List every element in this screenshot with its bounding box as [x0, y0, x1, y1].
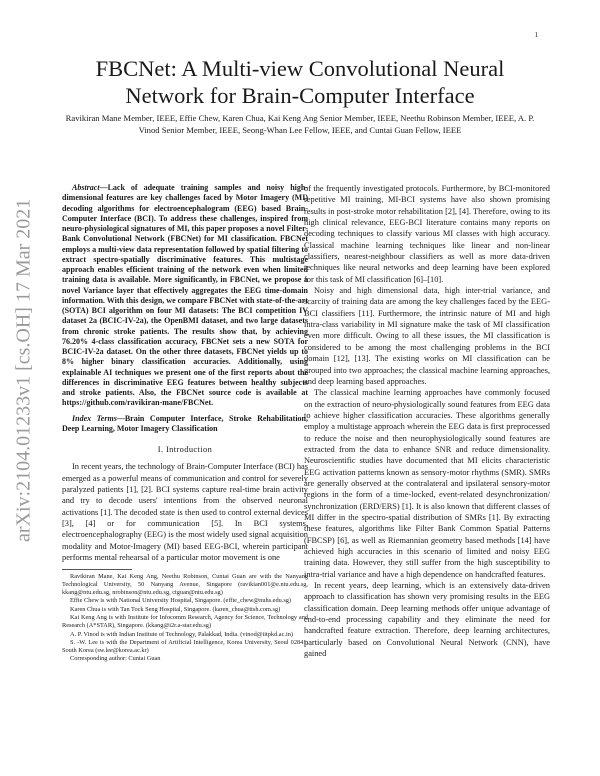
intro-paragraph: In recent years, the technology of Brain-Computer Interface (BCI) has emerged as a powerful means of communication and control for severely paralyzed patients [1], [2]. BCI systems capture real-time brain activity and try to decode users' intentions from the observed neuronal activations [1]. The decoded state is then used to control external devices [3], [4] or for communication [5]. In BCI systems, electroencephalography (EEG) is the most widely used signal acquisition modality and Motor-Imagery (MI) based EEG-BCI, wherein participant performs mental rehearsal of a particular motor movement is one — [62, 462, 308, 563]
body-paragraph: Noisy and high dimensional data, high inter-trial variance, and scarcity of training data are among the key challenges faced by the EEG-BCI classifiers [11]. Furthermore, the intrinsic nature of MI and high intra-class variability in MI signature make the task of MI classification even more difficult. Owing to all these issues, the MI classification is considered to be among the most challenging problems in the BCI domain [12], [13]. The existing works on MI classification can be grouped into two approaches; the classical machine learning approaches, and deep learning based approaches. — [304, 286, 550, 386]
index-terms-text: —Brain Computer Interface, Stroke Rehabilitation, Deep Learning, Motor Imagery Classification — [62, 413, 309, 433]
author-list: Ravikiran Mane Member, IEEE, Effie Chew, Karen Chua, Kai Keng Ang Senior Member, IEEE, Neethu Robinson Member, IEEE, A. P. Vinod Senior Member, IEEE, Seong-Whan Lee Fellow, IEEE, and Cuntai Guan Fellow, IEEE — [65, 113, 535, 135]
footnote: Ravikiran Mane, Kai Keng Ang, Neethu Robinson, Cuntai Guan are with the Nanyang Technological University, 50 Nanyang Avenue, Singapore (ravikian001@e.ntu.edu.sg, kkang@ntu.edu.sg, nrobinson@ntu.edu.sg, ctguan@ntu.edu.sg) — [62, 573, 308, 596]
footnote: Kai Keng Ang is with Institute for Infocomm Research, Agency for Science, Technology and Research (A*STAR), Singapore. (kkang@i2r.a-star.edu.sg) — [62, 614, 308, 629]
body-paragraph: The classical machine learning approaches have commonly focused on the extraction of neuro-physiologically sound features from EEG data to achieve higher classification accuracies. These algorithms generally employ a multistage approach wherein the EEG data is first preprocessed to reduce the noise and then neurophysiologically sound features are extracted from the data to enhance SNR and reduce dimensionality. Neuroscientific studies have documented that MI elicits characteristic EEG activation patterns known as sensory-motor rhythms (SMR). SMRs are generally observed at the contralateral and ipsilateral sensory-motor regions in the form of a time-locked, event-related desynchronization/ synchronization (ERD/ERS) [1]. It is also known that different classes of MI differ in the spectro-spatial distribution of SMRs [1]. By extracting these features, algorithms like Filter Bank Common Spatial Patterns (FBCSP) [6], as well as Riemannian geometry based methods [14] have achieved high accuracies in this scenario of limited and noisy EEG training data. However, they still suffer from the high susceptibility to intra-trial variance and have a high dependence on handcrafted features. — [304, 388, 550, 579]
abstract-text: —Lack of adequate training samples and noisy high-dimensional features are key challenges faced by Motor Imagery (MI) decoding algorithms for electroencephalogram (EEG) based Brain-Computer Interface (BCI). To address these challenges, inspired from neuro-physiological signatures of MI, this paper proposes a novel Filter-Bank Convolutional Network (FBCNet) for MI classification. FBCNet employs a multi-view data representation followed by spatial filtering to extract spectro-spatially discriminative features. This multistage approach enables efficient training of the network even when limited training data is available. More significantly, in FBCNet, we propose a novel Variance layer that effectively aggregates the EEG time-domain information. With this design, we compare FBCNet with state-of-the-art (SOTA) BCI algorithm on four MI datasets: The BCI competition IV dataset 2a (BCIC-IV-2a), the OpenBMI dataset, and two large datasets from chronic stroke patients. The results show that, by achieving 76.20% 4-class classification accuracy, FBCNet sets a new SOTA for BCIC-IV-2a dataset. On the other three datasets, FBCNet yields up to 8% higher binary classification accuracies. Additionally, using explainable AI techniques we present one of the first reports about the differences in discriminative EEG features between healthy subjects and stroke patients. Also, the FBCNet source code is available at https://github.com/ravikiran-mane/FBCNet. — [62, 183, 308, 408]
paper-title: FBCNet: A Multi-view Convolutional Neural Network for Brain-Computer Interface — [95, 56, 505, 108]
right-column — [304, 183, 550, 659]
footnote: S. -W. Lee is with the Department of Artificial Intelligence, Korea University, Seoul 02841, South Korea (sw.lee@korea.ac.kr) — [62, 639, 308, 654]
footnote: Karen Chua is with Tan Tock Seng Hospital, Singapore. (karen_chua@ttsh.com.sg) — [70, 605, 281, 613]
page-number: 1 — [534, 31, 538, 39]
index-terms-label: Index Terms — [72, 413, 117, 423]
abstract-label: Abstract — [72, 183, 100, 192]
footnote: Effie Chew is with National University Hospital, Singapore. (effie_chew@nuhs.edu.sg) — [70, 597, 292, 605]
section-heading: I. Introduction — [157, 445, 213, 454]
body-paragraph: of the frequently investigated protocols. Furthermore, by BCI-monitored repetitive MI training, MI-BCI systems have also shown promising results in post-stroke motor rehabilitation [2], [4]. Therefore, owing to its high clinical relevance, EEG-BCI literature contains many reports on decoding techniques to classify various MI classes with high accuracy. Classical machine learning techniques like linear and non-linear classifiers, nearest-neighbour classifiers as well as more data-driven techniques like neural networks and deep learning have been explored for this task of MI classification [6]–[10]. — [304, 184, 550, 284]
footnote: Corresponding author: Cuntai Guan — [70, 655, 161, 663]
arxiv-stamp: arXiv:2104.01233v1 [cs.OH] 17 Mar 2021 — [12, 198, 35, 542]
footnote: A. P. Vinod is with Indian Institute of Technology, Palakkad, India. (vinod@iitpkd.ac.in) — [70, 630, 293, 638]
abstract — [62, 183, 308, 409]
footnote-rule — [62, 569, 132, 570]
body-paragraph: In recent years, deep learning, which is an extensively data-driven approach to classification has shown very promising results in the EEG classification domain. Deep learning methods offer unique advantage of end-to-end processing capability and they eliminate the need for handcrafted feature extraction. Therefore, deep learning architectures, particularly based on Convolutional Neural Network (CNN), have gained — [304, 581, 550, 659]
left-column — [62, 183, 308, 664]
index-terms — [62, 414, 308, 435]
